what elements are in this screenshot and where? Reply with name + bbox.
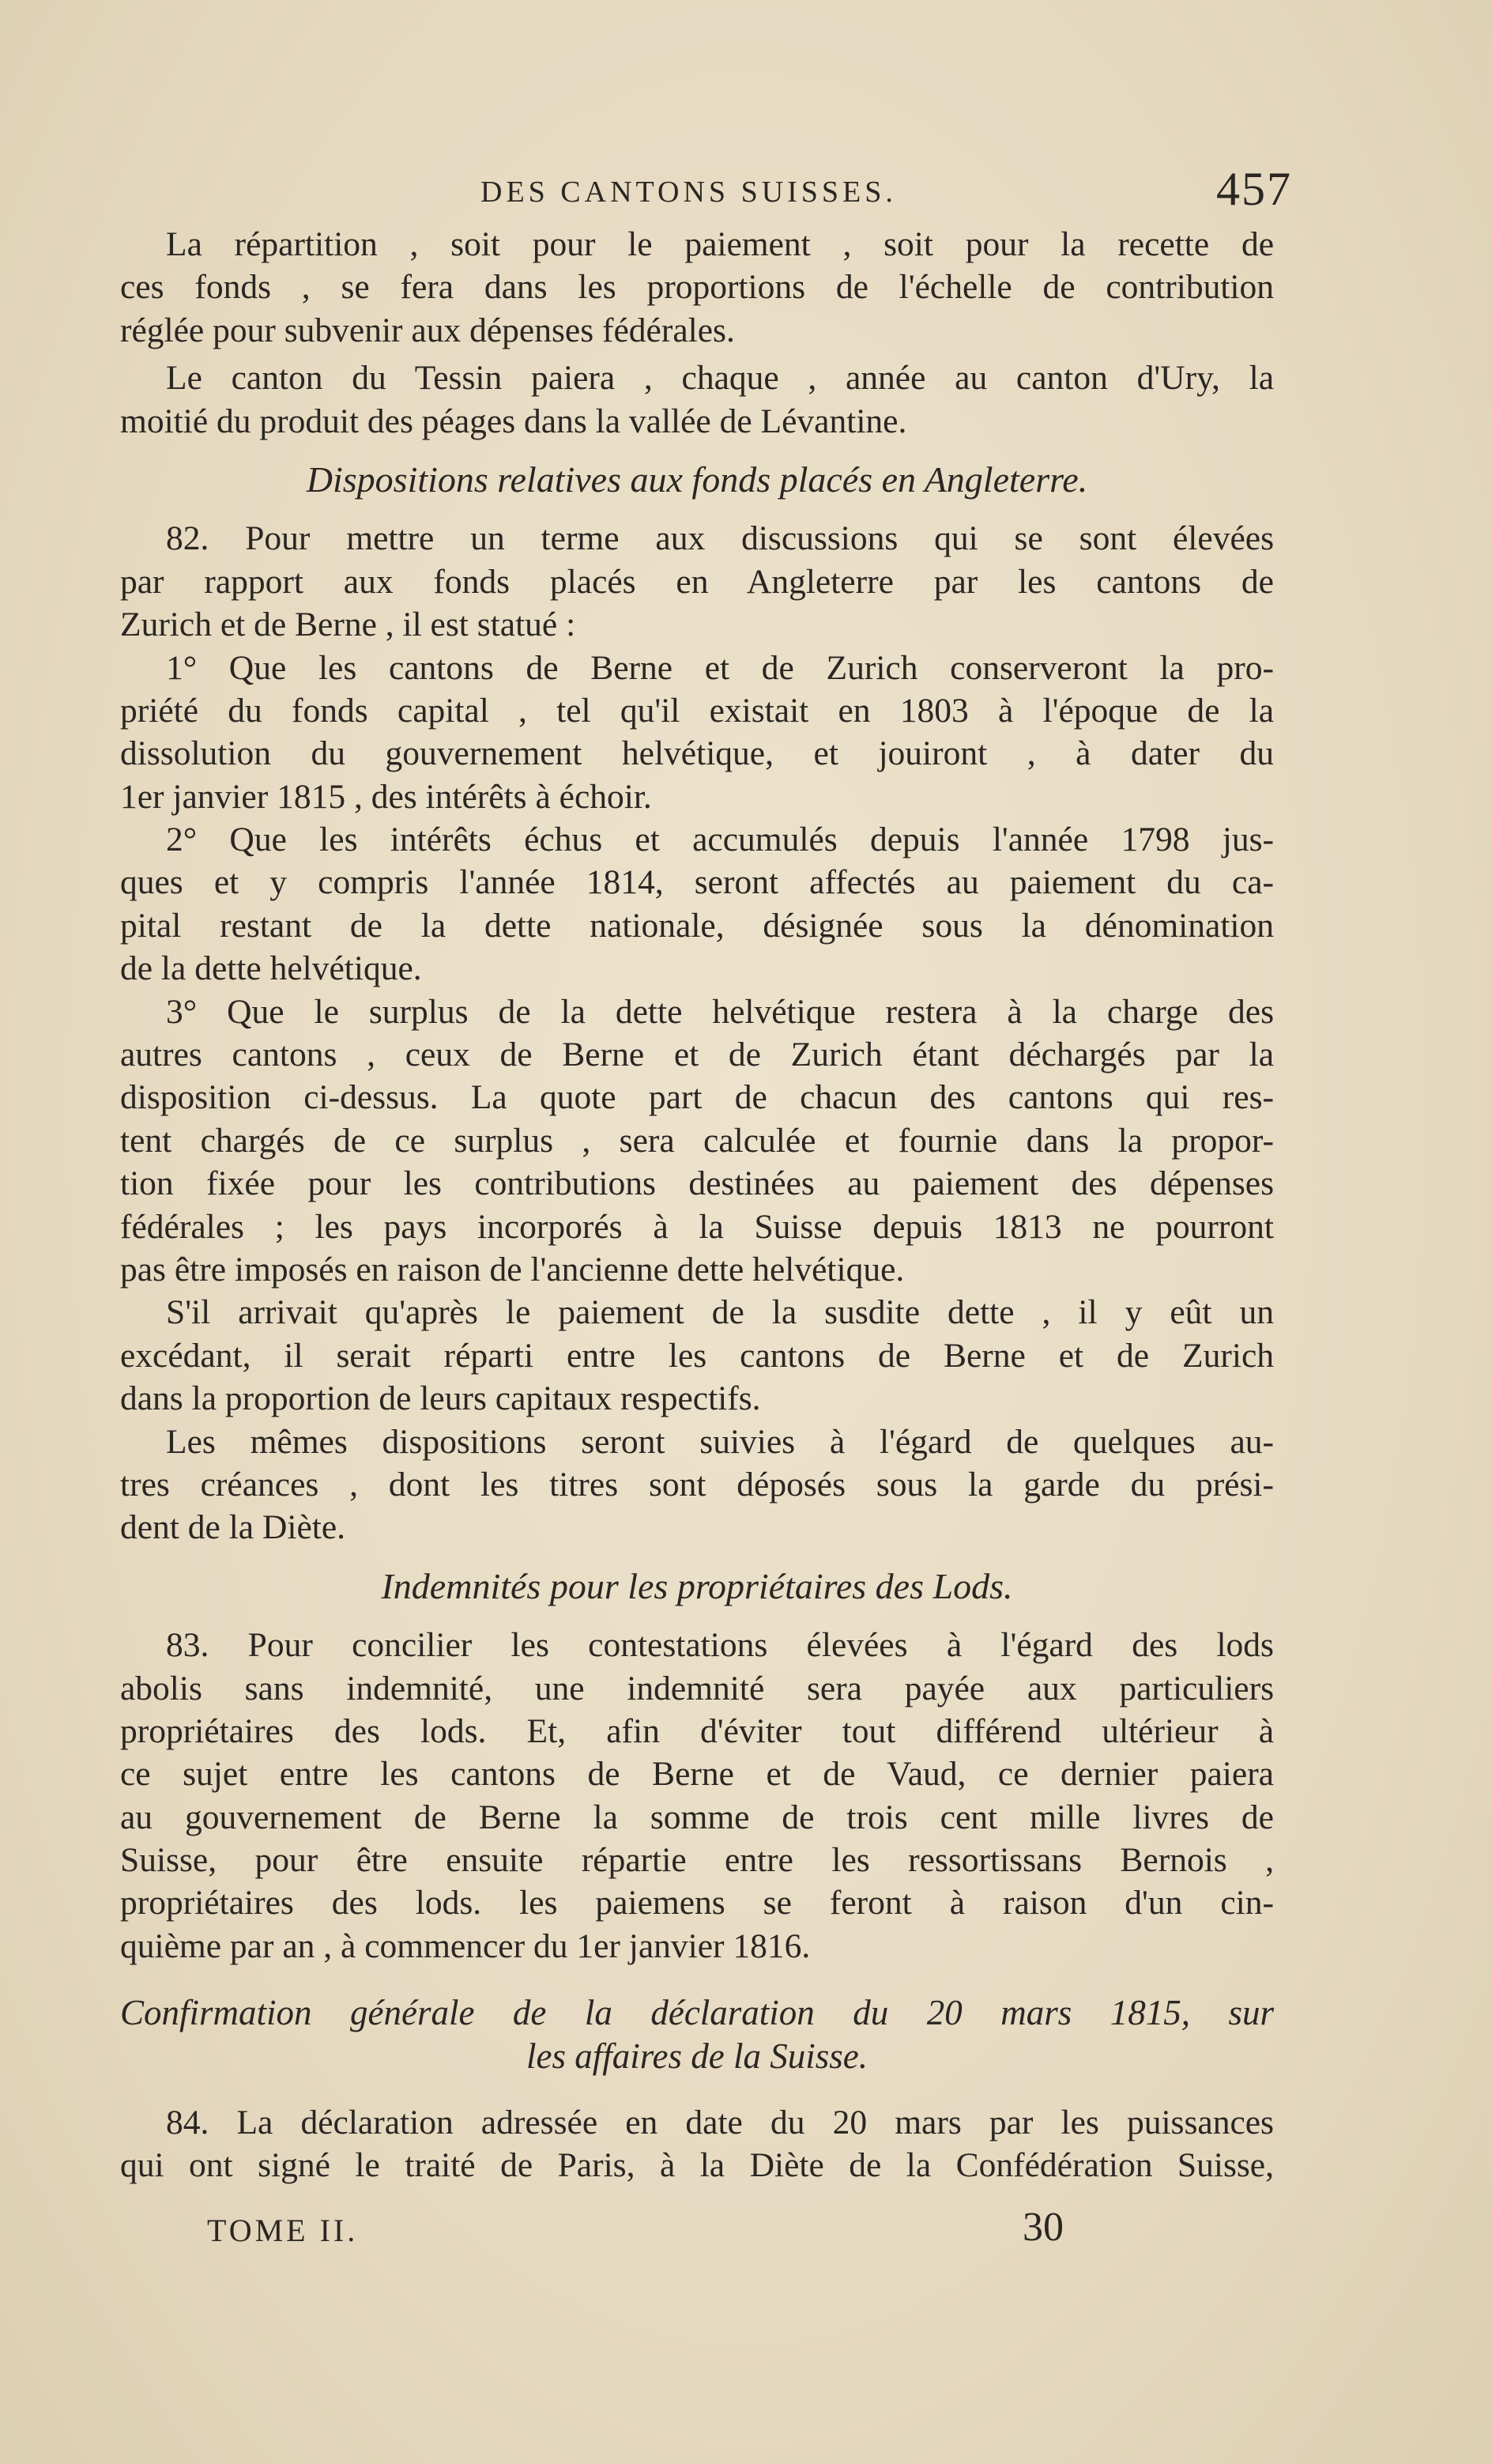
page-header bbox=[119, 162, 1292, 217]
text-line: La répartition , soit pour le paiement , soit pour la recette de bbox=[166, 225, 1274, 263]
signature-mark: TOME II. bbox=[207, 2213, 359, 2248]
text-line: dissolution du gouvernement helvétique, et jouiront , à dater du bbox=[120, 734, 1274, 773]
text-line: 84. La déclaration adressée en date du 20 mars par les puissances bbox=[166, 2104, 1274, 2142]
text-line: Suisse, pour être ensuite répartie entre les ressortissans Bernois , bbox=[120, 1841, 1274, 1880]
text-line: abolis sans indemnité, une indemnité sera payée aux particuliers bbox=[120, 1669, 1274, 1707]
text-line: Les mêmes dispositions seront suivies à l'égard de quelques au- bbox=[166, 1422, 1274, 1461]
text-line: réglée pour subvenir aux dépenses fédérales. bbox=[120, 311, 735, 349]
text-line: pas être imposés en raison de l'ancienne dette helvétique. bbox=[120, 1250, 905, 1289]
text-line: tion fixée pour les contributions destinées au paiement des dépenses bbox=[120, 1164, 1274, 1203]
text-line: dent de la Diète. bbox=[120, 1508, 346, 1547]
text-line: pital restant de la dette nationale, désignée sous la dénomination bbox=[120, 906, 1274, 945]
text-line: de la dette helvétique. bbox=[120, 949, 422, 988]
text-line: propriétaires des lods. Et, afin d'éviter tout différend ultérieur à bbox=[120, 1711, 1274, 1750]
text-line: 1er janvier 1815 , des intérêts à échoir. bbox=[120, 777, 652, 816]
text-line: 2° Que les intérêts échus et accumulés depuis l'année 1798 jus- bbox=[166, 821, 1274, 859]
text-line: Zurich et de Berne , il est statué : bbox=[120, 606, 576, 644]
text-line: priété du fonds capital , tel qu'il existait en 1803 à l'époque de la bbox=[120, 691, 1274, 730]
text-line: disposition ci-dessus. La quote part de chacun des cantons qui res- bbox=[120, 1078, 1274, 1117]
text-line: tent chargés de ce surplus , sera calculée et fournie dans la propor- bbox=[120, 1121, 1274, 1160]
section-heading: Indemnités pour les propriétaires des Lods. bbox=[381, 1565, 1013, 1606]
text-line: 83. Pour concilier les contestations élevées à l'égard des lods bbox=[166, 1626, 1274, 1665]
text-line: qui ont signé le traité de Paris, à la Diète de la Confédération Suisse, bbox=[120, 2146, 1274, 2185]
text-line: Le canton du Tessin paiera , chaque , année au canton d'Ury, la bbox=[166, 359, 1274, 398]
section-heading: Confirmation générale de la déclaration du 20 mars 1815, sur bbox=[120, 1993, 1274, 2033]
text-line: 3° Que le surplus de la dette helvétique restera à la charge des bbox=[166, 992, 1274, 1031]
page-footer bbox=[207, 2204, 1155, 2251]
text-line: ques et y compris l'année 1814, seront affectés au paiement du ca- bbox=[120, 863, 1274, 902]
text-line: fédérales ; les pays incorporés à la Suisse depuis 1813 ne pourront bbox=[120, 1207, 1274, 1246]
page-number: 457 bbox=[1216, 163, 1292, 215]
text-line: ces fonds , se fera dans les proportions de l'échelle de contribution bbox=[120, 268, 1274, 307]
section-heading: les affaires de la Suisse. bbox=[526, 2036, 868, 2076]
gathering-number: 30 bbox=[1023, 2205, 1064, 2250]
text-line: par rapport aux fonds placés en Angleterre par les cantons de bbox=[120, 562, 1274, 601]
text-line: S'il arrivait qu'après le paiement de la susdite dette , il y eût un bbox=[166, 1293, 1274, 1332]
text-line: quième par an , à commencer du 1er janvier 1816. bbox=[120, 1926, 811, 1965]
running-head: DES CANTONS SUISSES. bbox=[480, 175, 897, 209]
text-line: au gouvernement de Berne la somme de trois cent mille livres de bbox=[120, 1798, 1274, 1836]
page-body bbox=[120, 223, 1274, 2187]
text-line: 82. Pour mettre un terme aux discussions qui se sont élevées bbox=[166, 519, 1274, 558]
text-line: excédant, il serait réparti entre les cantons de Berne et de Zurich bbox=[120, 1336, 1274, 1375]
text-line: dans la proportion de leurs capitaux respectifs. bbox=[120, 1379, 761, 1418]
text-line: ce sujet entre les cantons de Berne et de Vaud, ce dernier paiera bbox=[120, 1755, 1274, 1794]
text-line: autres cantons , ceux de Berne et de Zurich étant déchargés par la bbox=[120, 1036, 1274, 1074]
text-line: moitié du produit des péages dans la vallée de Lévantine. bbox=[120, 402, 907, 440]
section-heading: Dispositions relatives aux fonds placés en Angleterre. bbox=[306, 458, 1088, 500]
text-line: tres créances , dont les titres sont déposés sous la garde du prési- bbox=[120, 1465, 1274, 1504]
text-line: 1° Que les cantons de Berne et de Zurich conserveront la pro- bbox=[166, 648, 1274, 687]
text-line: propriétaires des lods. les paiemens se feront à raison d'un cin- bbox=[120, 1884, 1274, 1923]
